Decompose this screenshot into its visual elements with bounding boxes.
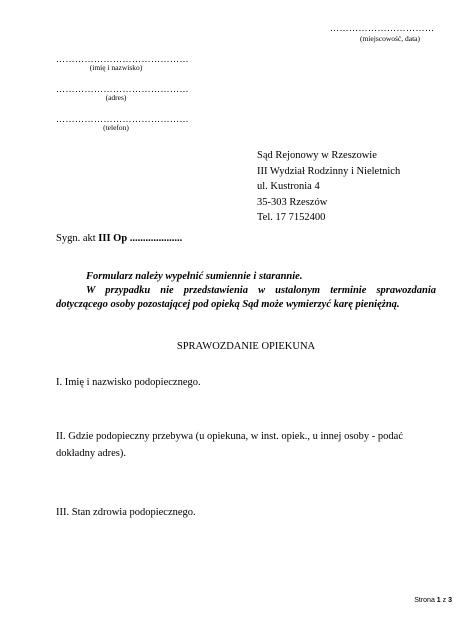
sender-name-label: (imię i nazwisko) [89, 63, 143, 72]
page-number-current: 1 [436, 597, 441, 604]
court-line-street: ul. Kustronia 4 [257, 181, 320, 192]
notice-line-1: Formularz należy wypełnić sumiennie i starannie. [86, 271, 303, 282]
case-reference-prefix: Sygn. akt [56, 233, 99, 244]
court-line-phone: Tel. 17 7152400 [257, 212, 326, 223]
court-line-name: Sąd Rejonowy w Rzeszowie [257, 150, 377, 161]
place-date-label: (miejscowość, data) [360, 34, 420, 43]
sender-address-label: (adres) [105, 93, 127, 102]
section-3: III. Stan zdrowia podopiecznego. [56, 507, 196, 518]
case-reference-value: III Op .................... [98, 233, 183, 244]
court-address [257, 148, 400, 226]
page-title: SPRAWOZDANIE OPIEKUNA [176, 341, 316, 352]
notice-line-2: W przypadku nie przedstawienia w ustalonym terminie sprawozdania dotyczącego osoby pozostającej pod opieką Sąd może wymierzyć karę pieniężną. [56, 285, 436, 310]
section-2-line-1: II. Gdzie podopieczny przebywa (u opiekuna, w inst. opiek., u innej osoby - podać [56, 431, 403, 442]
case-reference [56, 232, 182, 246]
place-date-dots: …………………………… [330, 23, 435, 33]
sender-name-dots: …………………………………… [56, 54, 189, 64]
sender-phone-dots: …………………………………… [56, 114, 189, 124]
page-number-total: 3 [448, 597, 452, 604]
page-number [414, 596, 452, 605]
sender-address-dots: …………………………………… [56, 84, 189, 94]
page-number-prefix: Strona [414, 597, 437, 604]
notice [56, 270, 436, 312]
page-number-middle: z [440, 597, 449, 604]
section-1: I. Imię i nazwisko podopiecznego. [56, 377, 201, 388]
section-2-line-2: dokładny adres). [56, 448, 126, 459]
court-line-department: III Wydział Rodzinny i Nieletnich [257, 165, 401, 177]
court-line-city: 35-303 Rzeszów [257, 196, 328, 208]
sender-phone-label: (telefon) [103, 123, 129, 132]
